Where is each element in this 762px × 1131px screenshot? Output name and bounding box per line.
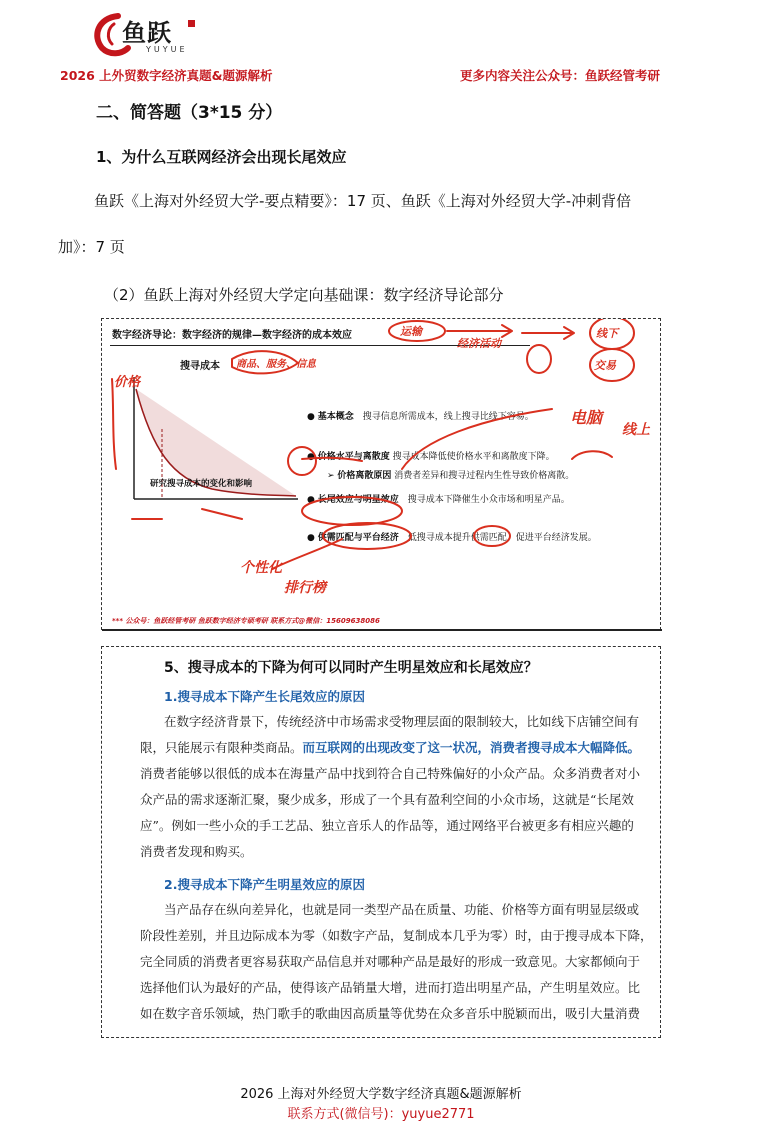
excerpt-heading-2: 2.搜寻成本下降产生明星效应的原因 — [164, 877, 365, 892]
lecture-slide — [101, 318, 661, 630]
annotation-computer: 电脑 — [570, 408, 603, 427]
footer-contact: 联系方式(微信号)：yuyue2771 — [287, 1107, 475, 1122]
slide-bottom-bar — [102, 629, 662, 631]
annotation-transport: 运输 — [400, 325, 422, 338]
handwriting-annotations — [102, 319, 662, 609]
logo-subtext: YUYUE — [146, 45, 188, 54]
header-left: 2026 上外贸数字经济真题&题源解析 — [60, 68, 273, 83]
excerpt-heading-1: 1.搜寻成本下降产生长尾效应的原因 — [164, 689, 365, 704]
header-right: 更多内容关注公众号：鱼跃经管考研 — [460, 68, 661, 83]
bullet-price-dispersion: ➢ 价格离散原因 消费者差异和搜寻过程内生性导致价格离散。 — [327, 471, 575, 481]
annotation-personalized: 个性化 — [240, 560, 282, 576]
slide-subtitle: 搜寻成本 — [180, 361, 220, 372]
footer-title: 2026 上海对外经贸大学数字经济真题&题源解析 — [240, 1087, 522, 1102]
bullet-matching: ● 供需匹配与平台经济 低搜寻成本提升供需匹配，促进平台经济发展。 — [307, 533, 597, 543]
bullet-price-level: ● 价格水平与离散度 搜寻成本降低使价格水平和离散度下降。 — [307, 452, 555, 462]
answer-excerpt — [101, 646, 661, 1038]
bullet-long-tail: ● 长尾效应与明星效应 搜寻成本下降催生小众市场和明星产品。 — [307, 495, 570, 505]
bullet-basic-concept: ● 基本概念 搜寻信息所需成本，线上搜寻比线下容易。 — [307, 412, 534, 422]
excerpt-paragraph-2: 当产品存在纵向差异化，也就是同一类型产品在质量、功能、价格等方面有明显层级或 阶段性差别，并且边际成本为零（如数字产品，复制成本几乎为零）时，由于搜寻成本下降， 完全同质的消费者更容易获取产品信息并对哪种产品是最好的形成一致意见。大家都倾向于 选择他们认为最好的产品，使得该产品销量大增，进而打造出明星产品，产生明星效应。比 如在数字音乐领域，热门歌手的歌曲因高质量等优势在众多音乐中脱颖而出，吸引大量消费 — [140, 902, 653, 1021]
annotation-online: 线上 — [622, 422, 650, 438]
chart-caption: 研究搜寻成本的变化和影响 — [150, 479, 253, 489]
annotation-ranking: 排行榜 — [284, 580, 326, 596]
annotation-economy: 经济活动 — [457, 337, 501, 350]
logo-text: 鱼跃 — [122, 18, 172, 47]
reference-line-3: （2）鱼跃上海对外经贸大学定向基础课：数字经济导论部分 — [104, 286, 504, 304]
question-1: 1、为什么互联网经济会出现长尾效应 — [96, 148, 347, 166]
slide-footer: *** 公众号：鱼跃经管考研 鱼跃数字经济专硕考研 联系方式@微信：15609638086 — [112, 617, 380, 625]
excerpt-paragraph-1: 在数字经济背景下，传统经济中市场需求受物理层面的限制较大，比如线下店铺空间有 限，只能展示有限种类商品。而互联网的出现改变了这一状况，消费者搜寻成本大幅降低。 消费者能够以很低的成本在海量产品中找到符合自己特殊偏好的小众产品。众多消费者对小 众产品的需求逐渐汇聚，聚少成多，形成了一个具有盈利空间的小众市场，这就是“长尾效 应”。例如一些小众的手工艺品、独立音乐人的作品等，通过网络平台被更多有相应兴趣的 消费者发现和购买。 — [140, 714, 641, 859]
annotation-goods: 商品、服务、信息 — [236, 359, 316, 370]
annotation-price: 价格 — [114, 375, 141, 390]
slide-title: 数字经济导论：数字经济的规律—数字经济的成本效应 — [112, 330, 352, 341]
annotation-trade: 交易 — [594, 359, 616, 372]
reference-line-2: 加》：7 页 — [58, 238, 125, 256]
annotation-offline: 线下 — [596, 327, 618, 340]
excerpt-title: 5、搜寻成本的下降为何可以同时产生明星效应和长尾效应？ — [164, 660, 538, 676]
section-title: 二、简答题（3*15 分） — [96, 103, 283, 123]
reference-line-1: 鱼跃《上海对外经贸大学-要点精要》：17 页、鱼跃《上海对外经贸大学-冲刺背倍 — [94, 192, 632, 210]
